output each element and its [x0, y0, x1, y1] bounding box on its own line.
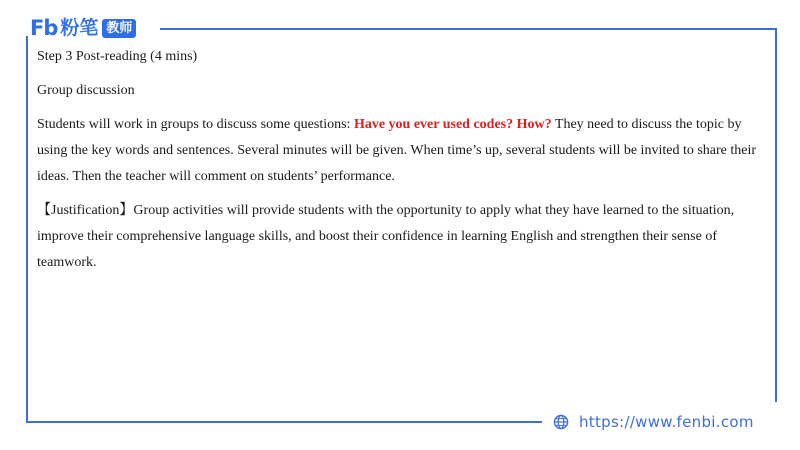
footer-url[interactable]: https://www.fenbi.com: [579, 413, 754, 431]
frame-right-line: [775, 28, 777, 402]
justification-paragraph: 【Justification】Group activities will provide students with the opportunity to apply what they have learned to the situation, improve their comprehensive language skills, and boost their confidence in learning English and strengthen their sense of teamwork.: [37, 203, 735, 270]
logo-name: 粉笔: [60, 16, 99, 39]
lesson-content: [37, 44, 757, 284]
discussion-question: Have you ever used codes? How?: [353, 117, 552, 132]
frame-bottom-line: [26, 421, 542, 423]
discussion-details: They need to discuss the topic by using the key words and sentences. Several minutes will be given. When time’s up, several students will be invited to share their ideas. Then the teacher will comment on students’ performance.: [37, 117, 757, 184]
discussion-paragraph: [37, 112, 757, 190]
footer: [553, 410, 754, 434]
discussion-intro: Students will work in groups to discuss some questions:: [37, 117, 354, 132]
fenbi-logo: [30, 14, 136, 42]
logo-badge: 教师: [102, 19, 136, 38]
section-subtitle: Group discussion: [37, 83, 135, 98]
step-title: Step 3 Post-reading (4 mins): [37, 49, 198, 64]
frame-top-line: [160, 28, 777, 30]
globe-icon: [553, 414, 569, 430]
frame-left-line: [26, 36, 28, 422]
logo-mark: Fb: [30, 15, 58, 40]
